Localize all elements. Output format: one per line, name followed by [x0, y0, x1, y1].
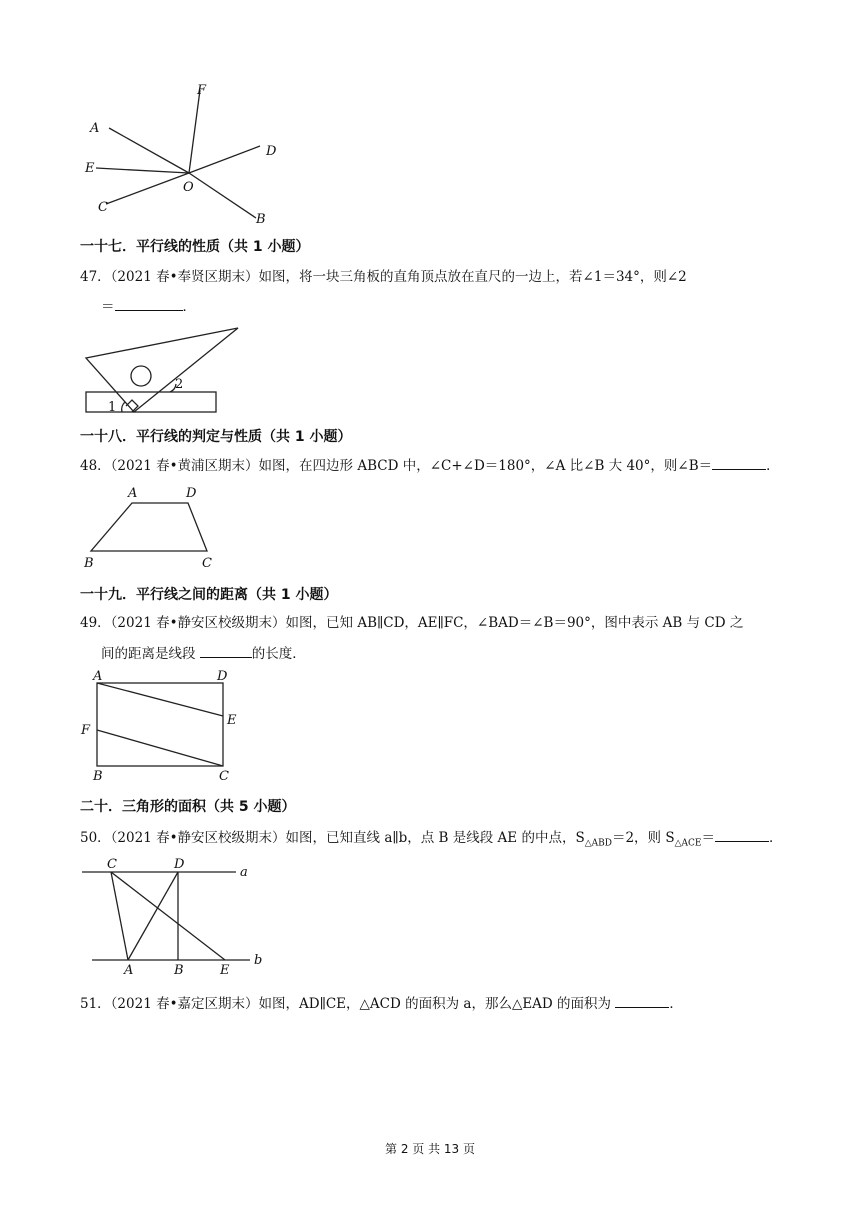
- label-e: E: [227, 713, 237, 728]
- answer-blank-50[interactable]: [715, 827, 769, 842]
- label-c: C: [219, 769, 229, 784]
- answer-blank-48[interactable]: [712, 455, 766, 470]
- ruler: [86, 392, 216, 412]
- section-heading-17: 一十七．平行线的性质（共 1 小题）: [80, 239, 310, 255]
- label-a-line: a: [240, 865, 248, 880]
- q51-text: 51．（2021 春•嘉定区期末）如图，AD∥CE，△ACD 的面积为 a，那么△EAD 的面积为: [80, 996, 616, 1012]
- label-e: E: [220, 963, 230, 978]
- label-d: D: [186, 486, 197, 501]
- angle1-arc: [122, 402, 125, 412]
- figure-q49-rectangle: [76, 668, 256, 786]
- question-51: [80, 993, 683, 1014]
- q49-text-end: 的长度．: [251, 646, 306, 662]
- segment-ce: [111, 872, 225, 960]
- segment-fc: [97, 730, 223, 766]
- q48-text: 48．（2021 春•黄浦区期末）如图，在四边形 ABCD 中，∠C+∠D＝180°，∠A 比∠B 大 40°，则∠B＝: [80, 458, 713, 474]
- segment-ca: [111, 872, 128, 960]
- q50-equals: ＝: [701, 830, 715, 846]
- answer-blank-49[interactable]: [200, 643, 252, 658]
- triangle-hole: [131, 366, 151, 386]
- q50-subscript-ace: △ACE: [674, 838, 702, 849]
- quadrilateral-abcd: [91, 503, 207, 551]
- label-d: D: [217, 669, 228, 684]
- question-50: [80, 827, 783, 854]
- label-f: F: [197, 83, 207, 98]
- section-heading-19: 一十九．平行线之间的距离（共 1 小题）: [80, 587, 338, 603]
- q50-text: 50．（2021 春•静安区校级期末）如图，已知直线 a∥b，点 B 是线段 AE 的中点，S: [80, 830, 585, 846]
- q47-equals: ＝: [101, 299, 115, 315]
- label-b-line: b: [254, 953, 263, 968]
- ray-od: [189, 146, 260, 173]
- q48-period: ．: [766, 458, 780, 474]
- q51-period: ．: [669, 996, 683, 1012]
- label-o: O: [183, 180, 194, 195]
- label-a: A: [124, 963, 134, 978]
- section-heading-18: 一十八．平行线的判定与性质（共 1 小题）: [80, 429, 352, 445]
- label-a: A: [128, 486, 138, 501]
- label-a: A: [93, 669, 103, 684]
- label-b: B: [256, 212, 266, 227]
- segment-ad: [128, 872, 178, 960]
- ray-oa: [109, 128, 189, 173]
- label-c: C: [98, 200, 108, 215]
- label-angle-2: 2: [175, 377, 184, 392]
- answer-blank-47[interactable]: [115, 296, 183, 311]
- q50-subscript-abd: △ABD: [584, 838, 612, 849]
- figure-q48-quadrilateral: [80, 482, 230, 572]
- page-footer: 第 2 页 共 13 页: [385, 1142, 475, 1156]
- figure-q50-parallel-lines: [80, 854, 280, 979]
- answer-blank-51[interactable]: [615, 993, 669, 1008]
- segment-ae: [97, 683, 223, 716]
- question-47-line2: [101, 296, 196, 317]
- ray-oe: [96, 168, 189, 173]
- question-47-line1: 47．（2021 春•奉贤区期末）如图，将一块三角板的直角顶点放在直尺的一边上，若∠1＝34°，则∠2: [80, 269, 687, 285]
- figure-angles-at-o: [80, 80, 300, 230]
- label-e: E: [85, 161, 95, 176]
- q47-period: ．: [182, 299, 196, 315]
- label-b: B: [93, 769, 103, 784]
- ray-ob: [189, 173, 256, 218]
- ray-oc: [106, 173, 189, 204]
- q50-period: ．: [769, 830, 783, 846]
- label-c: C: [107, 857, 117, 872]
- label-c: C: [202, 556, 212, 571]
- label-f: F: [81, 723, 91, 738]
- question-49-line1: 49．（2021 春•静安区校级期末）如图，已知 AB∥CD，AE∥FC，∠BAD＝∠B＝90°，图中表示 AB 与 CD 之: [80, 615, 744, 631]
- label-d: D: [174, 857, 185, 872]
- label-b: B: [84, 556, 94, 571]
- question-48: [80, 455, 780, 476]
- label-b: B: [174, 963, 184, 978]
- section-heading-20: 二十．三角形的面积（共 5 小题）: [80, 799, 296, 815]
- question-49-line2: [101, 643, 306, 664]
- label-angle-1: 1: [108, 400, 117, 415]
- label-d: D: [266, 144, 277, 159]
- q49-text: 间的距离是线段: [101, 646, 200, 662]
- label-a: A: [90, 121, 100, 136]
- figure-q47-triangle-ruler: [80, 322, 250, 422]
- ray-of: [189, 90, 200, 173]
- rectangle-abcd: [97, 683, 223, 766]
- q50-text-mid: ＝2，则 S: [611, 830, 675, 846]
